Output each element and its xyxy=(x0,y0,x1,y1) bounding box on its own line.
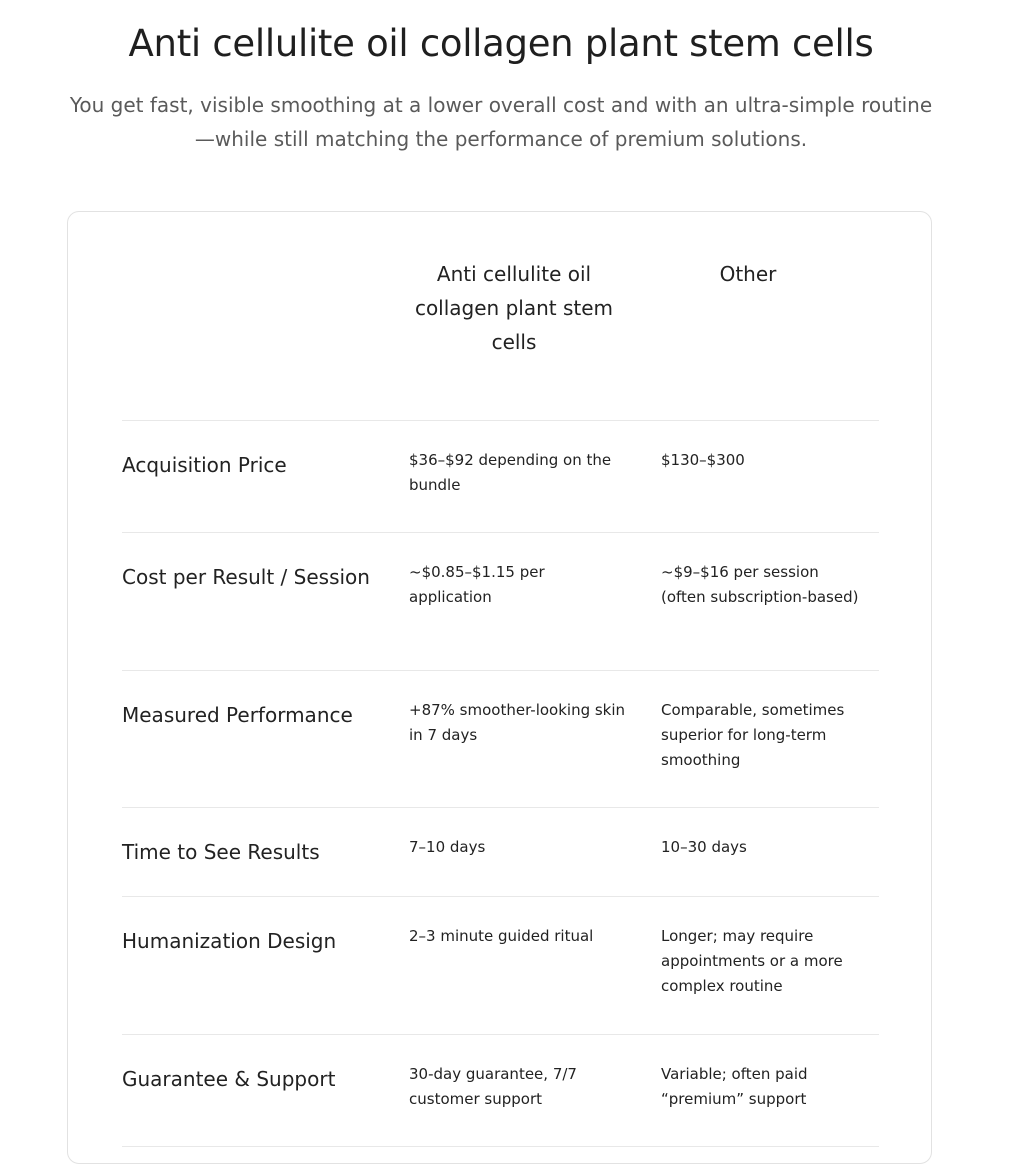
other-value: 10–30 days xyxy=(661,837,747,856)
product-value: $36–$92 depending on the bundle xyxy=(409,450,612,494)
product-value: 30-day guarantee, 7/7 customer support xyxy=(409,1064,577,1108)
table-row xyxy=(122,1034,879,1146)
product-value: 2–3 minute guided ritual xyxy=(409,926,594,945)
other-value: Variable; often paid “premium” support xyxy=(661,1064,808,1108)
header-product: Anti cellulite oil collagen plant stem cells xyxy=(414,262,614,354)
table-row xyxy=(122,670,879,807)
table-header-row xyxy=(122,212,879,420)
row-label: Acquisition Price xyxy=(122,452,287,477)
row-label: Cost per Result / Session xyxy=(122,564,370,589)
header-empty xyxy=(122,212,395,420)
product-value: ~$0.85–$1.15 per application xyxy=(409,562,545,606)
row-label: Time to See Results xyxy=(122,839,320,864)
other-value: Comparable, sometimes superior for long-term smoothing xyxy=(661,700,845,769)
other-value: $130–$300 xyxy=(661,450,745,469)
row-label: Measured Performance xyxy=(122,702,353,727)
comparison-table xyxy=(122,212,879,1147)
row-label: Humanization Design xyxy=(122,928,337,953)
other-value: ~$9–$16 per session (often subscription-based) xyxy=(661,562,859,606)
comparison-card xyxy=(67,211,932,1164)
other-value: Longer; may require appointments or a more complex routine xyxy=(661,926,843,995)
row-label: Guarantee & Support xyxy=(122,1066,336,1091)
table-row xyxy=(122,896,879,1034)
header-other: Other xyxy=(719,262,777,286)
page-title: Anti cellulite oil collagen plant stem cells xyxy=(128,22,874,65)
table-row xyxy=(122,807,879,896)
product-value: +87% smoother-looking skin in 7 days xyxy=(409,700,626,744)
product-value: 7–10 days xyxy=(409,837,486,856)
page-subtitle: You get fast, visible smoothing at a lower overall cost and with an ultra-simple routine—while still matching the performance of premium solutions. xyxy=(69,93,933,151)
table-row xyxy=(122,532,879,670)
table-row xyxy=(122,420,879,532)
